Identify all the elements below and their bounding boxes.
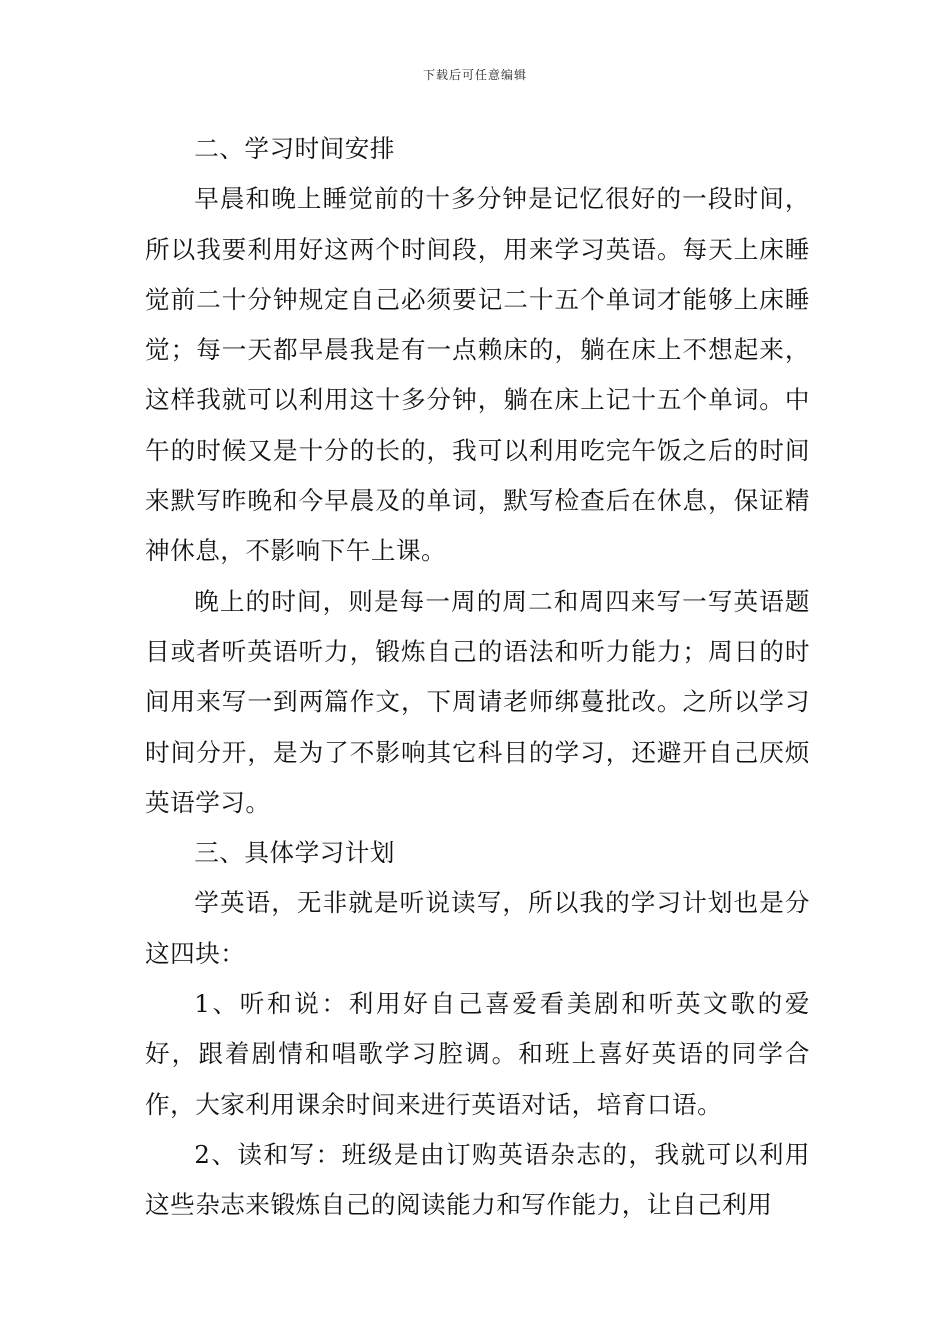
document-body <box>145 124 810 1231</box>
paragraph-plan-intro: 学英语，无非就是听说读写，所以我的学习计划也是分这四块： <box>145 888 810 968</box>
paragraph-reading-writing: 2、读和写：班级是由订购英语杂志的，我就可以利用这些杂志来锻炼自己的阅读能力和写作能力，让自己利用 <box>145 1139 810 1220</box>
paragraph-listening-speaking: 1、听和说：利用好自己喜爱看美剧和听英文歌的爱好，跟着剧情和唱歌学习腔调。和班上喜好英语的同学合作，大家利用课余时间来进行英语对话，培育口语。 <box>145 989 810 1119</box>
paragraph-evening-time: 晚上的时间，则是每一周的周二和周四来写一写英语题目或者听英语听力，锻炼自己的语法和听力能力；周日的时间用来写一到两篇作文，下周请老师绑蔓批改。之所以学习时间分开，是为了不影响其它科目的学习，还避开自己厌烦英语学习。 <box>145 586 810 817</box>
section-heading-study-plan: 三、具体学习计划 <box>194 838 395 868</box>
paragraph-morning-evening: 早晨和晚上睡觉前的十多分钟是记忆很好的一段时间，所以我要利用好这两个时间段，用来学习英语。每天上床睡觉前二十分钟规定自己必须要记二十五个单词才能够上床睡觉；每一天都早晨我是有一点赖床的，躺在床上不想起来，这样我就可以利用这十多分钟，躺在床上记十五个单词。中午的时候又是十分的长的，我可以利用吃完午饭之后的时间来默写昨晚和今早晨及的单词，默写检查后在休息，保证精神休息，不影响下午上课。 <box>145 184 810 566</box>
header-note: 下载后可任意编辑 <box>422 68 527 82</box>
section-heading-time-schedule: 二、学习时间安排 <box>194 134 395 163</box>
